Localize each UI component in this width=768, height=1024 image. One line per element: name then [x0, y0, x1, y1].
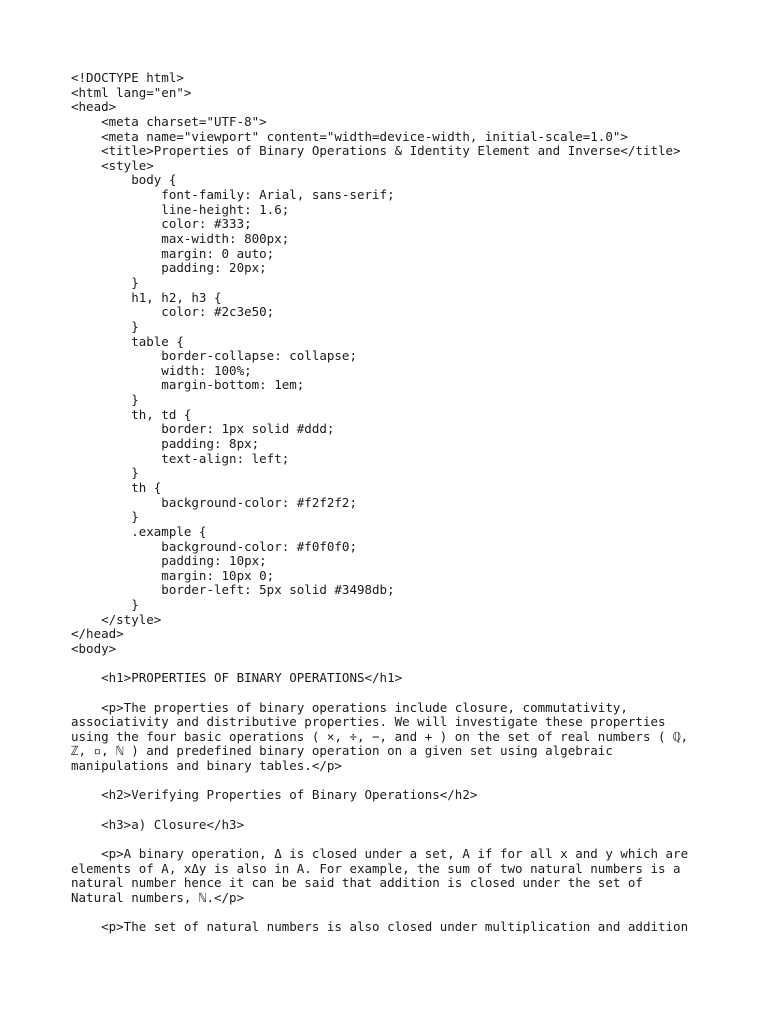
code-line: margin: 0 auto;: [71, 245, 275, 261]
code-line: Natural numbers, ℕ.</p>: [71, 889, 245, 905]
code-line: }: [71, 465, 139, 481]
code-line: border-left: 5px solid #3498db;: [71, 582, 395, 598]
code-line: <p>A binary operation, Δ is closed under a set, A if for all x and y which are: [71, 845, 689, 861]
code-line: [71, 906, 751, 921]
code-line: <html lang="en">: [71, 84, 192, 100]
code-line: ℤ, ▫, ℕ ) and predefined binary operation on a given set using algebraic: [71, 743, 613, 759]
code-line: background-color: #f0f0f0;: [71, 538, 357, 554]
code-line: <body>: [71, 640, 117, 656]
code-line: th, td {: [71, 406, 192, 422]
code-line: elements of A, xΔy is also in A. For example, the sum of two natural numbers is a: [71, 860, 681, 876]
code-line: font-family: Arial, sans-serif;: [71, 187, 395, 203]
code-line: <h3>a) Closure</h3>: [71, 816, 245, 832]
code-line: [71, 686, 751, 701]
code-line: border: 1px solid #ddd;: [71, 421, 335, 437]
code-line: }: [71, 597, 139, 613]
code-line: padding: 10px;: [71, 553, 267, 569]
code-line: <meta name="viewport" content="width=device-width, initial-scale=1.0">: [71, 128, 628, 144]
code-line: associativity and distributive properties. We will investigate these properties: [71, 714, 666, 730]
code-line: <!DOCTYPE html>: [71, 70, 184, 85]
code-line: </style>: [71, 611, 162, 627]
code-line: max-width: 800px;: [71, 231, 290, 247]
code-line: margin-bottom: 1em;: [71, 377, 305, 393]
code-line: text-align: left;: [71, 450, 290, 466]
code-line: natural number hence it can be said that addition is closed under the set of: [71, 875, 643, 891]
code-line: background-color: #f2f2f2;: [71, 494, 357, 510]
code-line: }: [71, 509, 139, 525]
code-line: manipulations and binary tables.</p>: [71, 758, 342, 774]
code-line: }: [71, 274, 139, 290]
code-line: color: #2c3e50;: [71, 304, 275, 320]
code-line: <h2>Verifying Properties of Binary Operations</h2>: [71, 787, 478, 803]
code-line: <title>Properties of Binary Operations & Identity Element and Inverse</title>: [71, 143, 681, 159]
code-line: border-collapse: collapse;: [71, 348, 357, 364]
code-line: th {: [71, 479, 162, 495]
code-line: [71, 774, 751, 789]
code-line: }: [71, 318, 139, 334]
code-line: <p>The properties of binary operations include closure, commutativity,: [71, 699, 628, 715]
code-line: padding: 8px;: [71, 436, 260, 452]
code-line: [71, 657, 751, 672]
code-line: padding: 20px;: [71, 260, 267, 276]
code-line: margin: 10px 0;: [71, 567, 275, 583]
code-line: [71, 803, 751, 818]
code-line: line-height: 1.6;: [71, 201, 290, 217]
code-line: }: [71, 392, 139, 408]
code-line: h1, h2, h3 {: [71, 289, 222, 305]
code-line: <head>: [71, 99, 117, 115]
code-line: <h1>PROPERTIES OF BINARY OPERATIONS</h1>: [71, 670, 403, 686]
code-line: width: 100%;: [71, 362, 252, 378]
code-line: <style>: [71, 157, 154, 173]
code-line: <meta charset="UTF-8">: [71, 113, 267, 129]
code-line: .example {: [71, 523, 207, 539]
source-code-text: [71, 71, 751, 935]
code-line: table {: [71, 333, 184, 349]
code-line: body {: [71, 172, 177, 188]
code-line: <p>The set of natural numbers is also closed under multiplication and addition: [71, 919, 689, 935]
code-line: color: #333;: [71, 216, 252, 232]
code-line: [71, 832, 751, 847]
code-line: using the four basic operations ( ×, ÷, −, and + ) on the set of real numbers ( ℚ,: [71, 728, 689, 744]
code-line: </head>: [71, 626, 124, 642]
